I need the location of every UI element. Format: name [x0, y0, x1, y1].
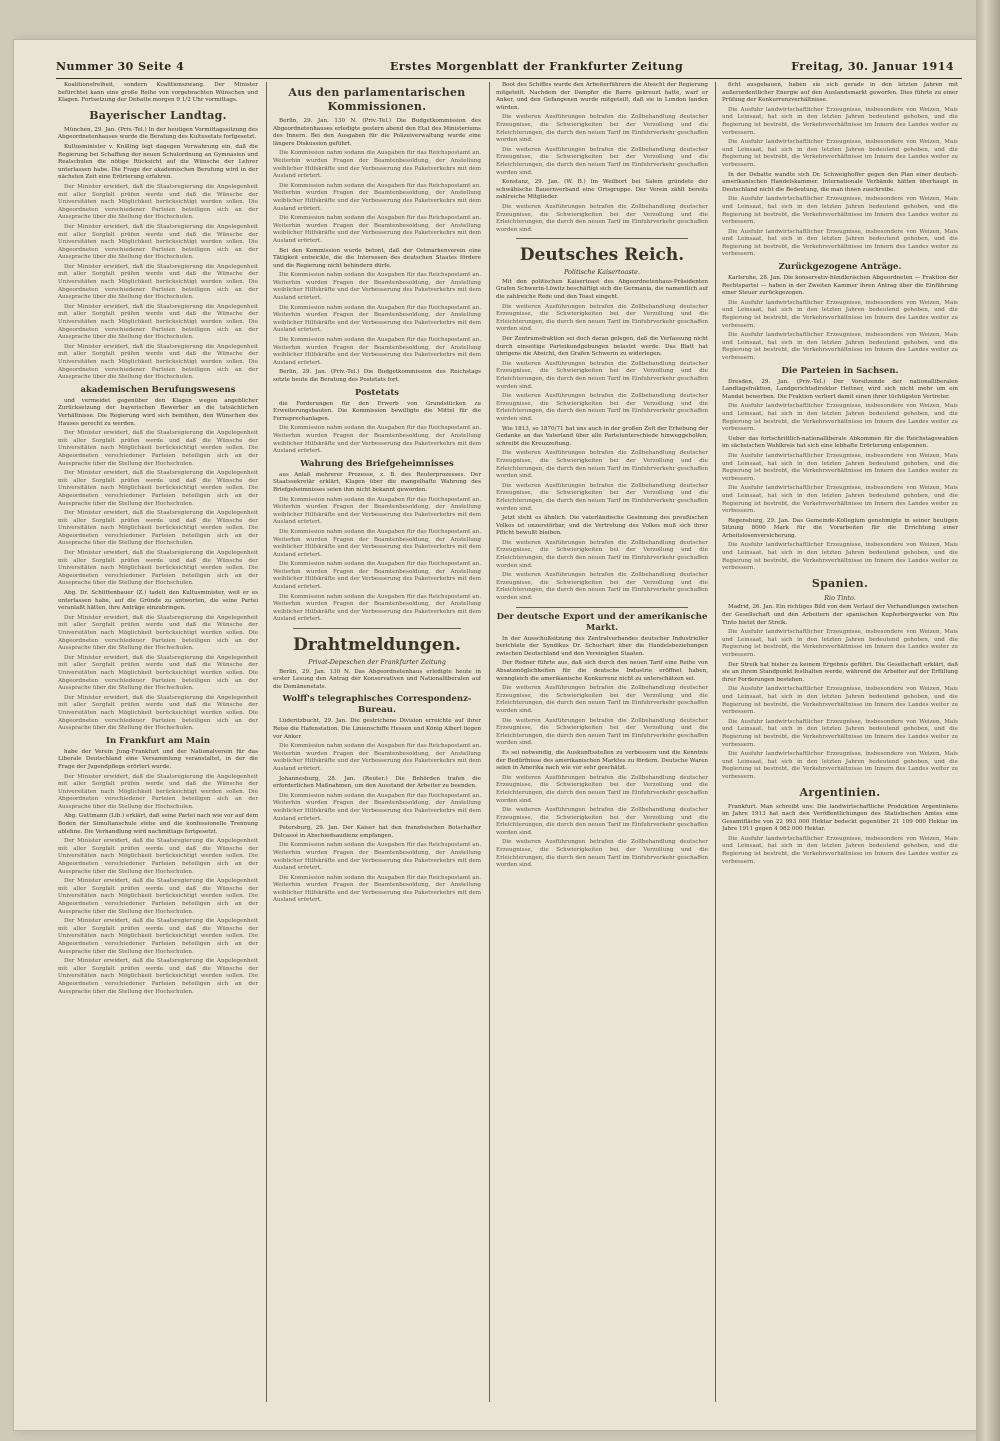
- article-text: Die Ausfuhr landwirtschaftlicher Erzeugnisse, insbesondere von Weizen, Mais und Leinsaat, hat sich in den letzten Jahren bedeutend gehoben, und die Regierung ist bestrebt, die Verkehrsverhältnisse im Innern des Landes weiter zu verbessern.: [722, 299, 958, 329]
- article-text: Der Minister erwidert, daß die Staatsregierung die Angelegenheit mit aller Sorgfalt prüfen werde und daß die Wünsche der Universitäten nach Möglichkeit berücksichtigt werden sollen. Die Abgeordneten verschiedener Parteien beteiligen sich an der Aussprache über die Stellung der Hochschulen.: [58, 550, 258, 587]
- article-text: Die weiteren Ausführungen betrafen die Zollbehandlung deutscher Erzeugnisse, die Schwierigkeiten bei der Verzollung und die Erleichterungen, die durch den neuen Tarif im Einfuhrverkehr geschaffen worden sind.: [496, 717, 708, 747]
- article-text: In der Debatte wandte sich Dr. Schweighoffer gegen den Plan einer deutsch-amerikanischen Handelskammer. Internationale Verbände hätten überhaupt in Deutschland nicht die Bedeutung, die man ihnen zuschreibe.: [722, 171, 958, 193]
- subheading: Wolff's telegraphisches Correspondenz-Bureau.: [282, 694, 472, 716]
- article-text: Die Ausfuhr landwirtschaftlicher Erzeugnisse, insbesondere von Weizen, Mais und Leinsaat, hat sich in den letzten Jahren bedeutend gehoben, und die Regierung ist bestrebt, die Verkehrsverhältnisse im Innern des Landes weiter zu verbessern.: [722, 332, 958, 361]
- article-text: Lüderitzbucht, 29. Jan. Die gestrichene Division erreichte auf ihrer Reise die Hafenstation. Die Linienschiffe Hessen und König Albert liegen vor Anker.: [273, 718, 481, 740]
- article-text: Die Ausfuhr landwirtschaftlicher Erzeugnisse, insbesondere von Weizen, Mais und Leinsaat, hat sich in den letzten Jahren bedeutend gehoben, und die Regierung ist bestrebt, die Verkehrsverhältnisse im Innern des Landes weiter zu verbessern.: [722, 542, 958, 572]
- subheading: Politische Kaisertoaste.: [563, 268, 640, 277]
- article-text: Die Ausfuhr landwirtschaftlicher Erzeugnisse, insbesondere von Weizen, Mais und Leinsaat, hat sich in den letzten Jahren bedeutend gehoben, und die Regierung ist bestrebt, die Verkehrsverhältnisse im Innern des Landes weiter zu verbessern.: [722, 139, 958, 168]
- newspaper-title: Erstes Morgenblatt der Frankfurter Zeitung: [390, 60, 684, 73]
- subheading: Zurückgezogene Anträge.: [778, 262, 902, 273]
- article-text: Der Redner führte aus, daß sich durch den neuen Tarif eine Reihe von Absatzmöglichkeiten für die deutsche Industrie eröffnet haben, wenngleich die amerikanische Konkurrenz nicht zu unterschätzen sei.: [496, 660, 708, 682]
- article-text: Die Ausfuhr landwirtschaftlicher Erzeugnisse, insbesondere von Weizen, Mais und Leinsaat, hat sich in den letzten Jahren bedeutend gehoben, und die Regierung ist bestrebt, die Verkehrsverhältnisse im Innern des Landes weiter zu verbessern.: [722, 106, 958, 136]
- article-text: Die Ausfuhr landwirtschaftlicher Erzeugnisse, insbesondere von Weizen, Mais und Leinsaat, hat sich in den letzten Jahren bedeutend gehoben, und die Regierung ist bestrebt, die Verkehrsverhältnisse im Innern des Landes weiter zu verbessern.: [722, 718, 958, 748]
- article-text: Frankfurt. Man schreibt uns: Die landwirtschaftliche Produktion Argentiniens im Jahre 1913 hat nach den Veröffentlichungen des Statistischen Amtes eine Gesamtfläche von 22 993 000 Hektar bedeckt gegenüber 21 109 000 Hektar im Jahre 1911 gegen 4 982 000 Hektar.: [722, 803, 958, 833]
- article-text: Die Kommission nahm sodann die Ausgaben für das Reichspostamt an. Weiterhin wurden Fragen der Beamtenbesoldung, der Anstellung weiblicher Hilfskräfte und der Verbesserung des Paketverkehrs mit dem Ausland erörtert.: [273, 182, 481, 212]
- article-text: Die Kommission nahm sodann die Ausgaben für das Reichspostamt an. Weiterhin wurden Fragen der Beamtenbesoldung, der Anstellung weiblicher Hilfskräfte und der Verbesserung des Paketverkehrs mit dem Ausland erörtert.: [273, 425, 481, 455]
- article-text: Die Kommission nahm sodann die Ausgaben für das Reichspostamt an. Weiterhin wurden Fragen der Beamtenbesoldung, der Anstellung weiblicher Hilfskräfte und der Verbesserung des Paketverkehrs mit dem Ausland erörtert.: [273, 337, 481, 366]
- article-text: Die weiteren Ausführungen betrafen die Zollbehandlung deutscher Erzeugnisse, die Schwierigkeiten bei der Verzollung und die Erleichterungen, die durch den neuen Tarif im Einfuhrverkehr geschaffen worden sind.: [496, 774, 708, 804]
- article-text: Berlin, 29. Jan. 130 N. Das Abgeordnetenhaus erledigte heute in erster Lesung den Antrag der Konservativen und Nationalliberalen auf die Domänenetats.: [273, 668, 481, 690]
- article-text: Die Ausfuhr landwirtschaftlicher Erzeugnisse, insbesondere von Weizen, Mais und Leinsaat, hat sich in den letzten Jahren bedeutend gehoben, und die Regierung ist bestrebt, die Verkehrsverhältnisse im Innern des Landes weiter zu verbessern.: [722, 835, 958, 865]
- article-text: Die weiteren Ausführungen betrafen die Zollbehandlung deutscher Erzeugnisse, die Schwierigkeiten bei der Verzollung und die Erleichterungen, die durch den neuen Tarif im Einfuhrverkehr geschaffen worden sind.: [496, 146, 708, 176]
- article-text: Der Minister erwidert, daß die Staatsregierung die Angelegenheit mit aller Sorgfalt prüfen werde und daß die Wünsche der Universitäten nach Möglichkeit berücksichtigt werden sollen. Die Abgeordneten verschiedener Parteien beteiligen sich an der Aussprache über die Stellung der Hochschulen.: [58, 918, 258, 955]
- article-text: Die Kommission nahm sodann die Ausgaben für das Reichspostamt an. Weiterhin wurden Fragen der Beamtenbesoldung, der Anstellung weiblicher Hilfskräfte und der Verbesserung des Paketverkehrs mit dem Ausland erörtert.: [273, 743, 481, 772]
- article-text: Die Kommission nahm sodann die Ausgaben für das Reichspostamt an. Weiterhin wurden Fragen der Beamtenbesoldung, der Anstellung weiblicher Hilfskräfte und der Verbesserung des Paketverkehrs mit dem Ausland erörtert.: [273, 272, 481, 302]
- subheading: Privat-Depeschen der Frankfurter Zeitung: [308, 658, 446, 667]
- article-text: Der Minister erwidert, daß die Staatsregierung die Angelegenheit mit aller Sorgfalt prüfen werde und daß die Wünsche der Universitäten nach Möglichkeit berücksichtigt werden sollen. Die Abgeordneten verschiedener Parteien beteiligen sich an der Aussprache über die Stellung der Hochschulen.: [58, 263, 258, 301]
- article-text: Die Ausfuhr landwirtschaftlicher Erzeugnisse, insbesondere von Weizen, Mais und Leinsaat, hat sich in den letzten Jahren bedeutend gehoben, und die Regierung ist bestrebt, die Verkehrsverhältnisse im Innern des Landes weiter zu verbessern.: [722, 196, 958, 226]
- article-text: Boot des Schiffes wurde den Arbeiterführern die Absicht der Regierung mitgeteilt. Nachdem der Dampfer die Barre gekreuzt hatte, warf er Anker, und den Gefangenen wurde mitgeteilt, daß sie in London landen würden.: [496, 82, 708, 111]
- article-text: Die weiteren Ausführungen betrafen die Zollbehandlung deutscher Erzeugnisse, die Schwierigkeiten bei der Verzollung und die Erleichterungen, die durch den neuen Tarif im Einfuhrverkehr geschaffen worden sind.: [496, 482, 708, 512]
- article-text: Die weiteren Ausführungen betrafen die Zollbehandlung deutscher Erzeugnisse, die Schwierigkeiten bei der Verzollung und die Erleichterungen, die durch den neuen Tarif im Einfuhrverkehr geschaffen worden sind.: [496, 203, 708, 233]
- section-heading: Argentinien.: [799, 785, 881, 799]
- article-text: Der Minister erwidert, daß die Staatsregierung die Angelegenheit mit aller Sorgfalt prüfen werde und daß die Wünsche der Universitäten nach Möglichkeit berücksichtigt werden sollen. Die Abgeordneten verschiedener Parteien beteiligen sich an der Aussprache über die Stellung der Hochschulen.: [58, 773, 258, 810]
- separator: [293, 628, 461, 629]
- article-text: Die weiteren Ausführungen betrafen die Zollbehandlung deutscher Erzeugnisse, die Schwierigkeiten bei der Verzollung und die Erleichterungen, die durch den neuen Tarif im Einfuhrverkehr geschaffen worden sind.: [496, 685, 708, 714]
- article-text: Jetzt steht es ähnlich. Die vaterländische Gesinnung des preußischen Volkes ist unzerstörbar, und die Vertretung des Volkes muß sich ihrer Pflicht bewußt bleiben.: [496, 515, 708, 537]
- subheading: Rio Tinto.: [824, 593, 856, 602]
- article-text: Die Kommission nahm sodann die Ausgaben für das Reichspostamt an. Weiterhin wurden Fragen der Beamtenbesoldung, der Anstellung weiblicher Hilfskräfte und der Verbesserung des Paketverkehrs mit dem Ausland erörtert.: [273, 496, 481, 526]
- article-text: Der Zentrumsfraktion sei doch daran gelegen, daß die Verfassung nicht durch einseitige Parteikundgebungen belastet werde. Das Blatt hat übrigens die Absicht, den Grafen Schwerin zu widerlegen.: [496, 336, 708, 358]
- article-text: Kultusminister v. Knilling legt dagegen Verwahrung ein, daß die Regierung bei Schaffung der neuen Schulordnung an Gymnasien und Realschulen die nötige Rücksicht auf die Wünsche der Lehrer unterlassen habe. Die Frage der akademischen Berufung wird in der nächsten Zeit eine Erörterung erfahren.: [58, 143, 258, 181]
- article-text: Dresden, 29. Jan. (Priv.-Tel.) Der Vorsitzende der nationalliberalen Landtagsfraktion, Landgerichtsdirektor Hettner, wird sich nicht mehr um ein Mandat bewerben. Die Fraktion verliert damit einen ihrer tüchtigsten Vertreter.: [722, 378, 958, 400]
- column-divider: [266, 82, 267, 1402]
- article-text: Der Minister erwidert, daß die Staatsregierung die Angelegenheit mit aller Sorgfalt prüfen werde und daß die Wünsche der Universitäten nach Möglichkeit berücksichtigt werden sollen. Die Abgeordneten verschiedener Parteien beteiligen sich an der Aussprache über die Stellung der Hochschulen.: [58, 694, 258, 732]
- section-heading: Bayerischer Landtag.: [89, 108, 227, 122]
- article-text: Konstanz, 29. Jan. (W. B.) Im Weilbort bei Salem gründete der schwäbische Bauernverband eine Ortsgruppe. Der Verein zählt bereits zahlreiche Mitglieder.: [496, 179, 708, 201]
- article-text: Abg. Guttmann (Lib.) erklärt, daß seine Partei nach wie vor auf dem Boden der Simultanschule stehe und die konfessionelle Trennung ablehne. Die Verhandlung wird nachmittags fortgesetzt.: [58, 813, 258, 835]
- article-text: Berlin, 29. Jan. 130 N. (Priv.-Tel.) Die Budgetkommission des Abgeordnetenhauses erledigte gestern abend den Etat des Ministeriums des Innern. Bei den Ausgaben für die Polizeiverwaltung wurde eine längere Diskussion geführt.: [273, 118, 481, 147]
- article-text: Der Minister erwidert, daß die Staatsregierung die Angelegenheit mit aller Sorgfalt prüfen werde und daß die Wünsche der Universitäten nach Möglichkeit berücksichtigt werden sollen. Die Abgeordneten verschiedener Parteien beteiligen sich an der Aussprache über die Stellung der Hochschulen.: [58, 958, 258, 995]
- article-text: Die Ausfuhr landwirtschaftlicher Erzeugnisse, insbesondere von Weizen, Mais und Leinsaat, hat sich in den letzten Jahren bedeutend gehoben, und die Regierung ist bestrebt, die Verkehrsverhältnisse im Innern des Landes weiter zu verbessern.: [722, 751, 958, 780]
- article-text: Der Minister erwidert, daß die Staatsregierung die Angelegenheit mit aller Sorgfalt prüfen werde und daß die Wünsche der Universitäten nach Möglichkeit berücksichtigt werden sollen. Die Abgeordneten verschiedener Parteien beteiligen sich an der Aussprache über die Stellung der Hochschulen.: [58, 470, 258, 507]
- article-text: ficht ausgebauen, haben sie sich gerade in den letzten Jahren mit außerordentlicher Energie auf den Auslandsmarkt geworfen. Dies führte zu einer Prüfung der Konkurrenzverhältnisse.: [722, 82, 958, 104]
- subheading: Postetats: [354, 387, 400, 398]
- article-text: Madrid, 26. Jan. Ein richtiges Bild von dem Verlauf der Verhandlungen zwischen der Gesellschaft und den Arbeitern der spanischen Kupferbergwerke von Rio Tinto bietet der Streik.: [722, 604, 958, 626]
- column-2: [273, 82, 481, 1422]
- article-text: Der Minister erwidert, daß die Staatsregierung die Angelegenheit mit aller Sorgfalt prüfen werde und daß die Wünsche der Universitäten nach Möglichkeit berücksichtigt werden sollen. Die Abgeordneten verschiedener Parteien beteiligen sich an der Aussprache über die Stellung der Hochschulen.: [58, 303, 258, 341]
- article-text: Der Minister erwidert, daß die Staatsregierung die Angelegenheit mit aller Sorgfalt prüfen werde und daß die Wünsche der Universitäten nach Möglichkeit berücksichtigt werden sollen. Die Abgeordneten verschiedener Parteien beteiligen sich an der Aussprache über die Stellung der Hochschulen.: [58, 878, 258, 915]
- article-text: Die Kommission nahm sodann die Ausgaben für das Reichspostamt an. Weiterhin wurden Fragen der Beamtenbesoldung, der Anstellung weiblicher Hilfskräfte und der Verbesserung des Paketverkehrs mit dem Ausland erörtert.: [273, 561, 481, 591]
- article-text: Abg. Dr. Schlittenbauer (Z.) tadelt den Kultusminister, weil er es unterlassen habe, auf die Gründe zu antworten, die seine Partei veranlaßt hätten, ihre Anträge einzubringen.: [58, 590, 258, 612]
- article-text: Die weiteren Ausführungen betrafen die Zollbehandlung deutscher Erzeugnisse, die Schwierigkeiten bei der Verzollung und die Erleichterungen, die durch den neuen Tarif im Einfuhrverkehr geschaffen worden sind.: [496, 839, 708, 869]
- subheading: Die Parteien in Sachsen.: [781, 365, 899, 376]
- article-text: Die Ausfuhr landwirtschaftlicher Erzeugnisse, insbesondere von Weizen, Mais und Leinsaat, hat sich in den letzten Jahren bedeutend gehoben, und die Regierung ist bestrebt, die Verkehrsverhältnisse im Innern des Landes weiter zu verbessern.: [722, 485, 958, 515]
- article-text: München, 29. Jan. (Priv.-Tel.) In der heutigen Vormittagssitzung des Abgeordnetenhauses wurde die Beratung des Kultusetats fortgesetzt.: [58, 126, 258, 141]
- article-text: Der Minister erwidert, daß die Staatsregierung die Angelegenheit mit aller Sorgfalt prüfen werde und daß die Wünsche der Universitäten nach Möglichkeit berücksichtigt werden sollen. Die Abgeordneten verschiedener Parteien beteiligen sich an der Aussprache über die Stellung der Hochschulen.: [58, 430, 258, 467]
- subheading: In Frankfurt am Main: [105, 735, 211, 746]
- article-text: Die weiteren Ausführungen betrafen die Zollbehandlung deutscher Erzeugnisse, die Schwierigkeiten bei der Verzollung und die Erleichterungen, die durch den neuen Tarif im Einfuhrverkehr geschaffen worden sind.: [496, 572, 708, 602]
- section-heading: Spanien.: [811, 576, 869, 590]
- article-text: Ueber das fortschrittlich-nationalliberale Abkommen für die Reichstagswahlen im sächsischen Wahlkreis hat sich eine lebhafte Erörterung entsponnen.: [722, 435, 958, 450]
- article-text: Die Kommission nahm sodann die Ausgaben für das Reichspostamt an. Weiterhin wurden Fragen der Beamtenbesoldung, der Anstellung weiblicher Hilfskräfte und der Verbesserung des Paketverkehrs mit dem Ausland erörtert.: [273, 842, 481, 872]
- article-text: Die Ausfuhr landwirtschaftlicher Erzeugnisse, insbesondere von Weizen, Mais und Leinsaat, hat sich in den letzten Jahren bedeutend gehoben, und die Regierung ist bestrebt, die Verkehrsverhältnisse im Innern des Landes weiter zu verbessern.: [722, 686, 958, 716]
- article-text: Die Kommission nahm sodann die Ausgaben für das Reichspostamt an. Weiterhin wurden Fragen der Beamtenbesoldung, der Anstellung weiblicher Hilfskräfte und der Verbesserung des Paketverkehrs mit dem Ausland erörtert.: [273, 874, 481, 904]
- article-text: Koalitionsfreiheit, sondern Koalitionszwang. Der Minister befürchtet kann eine große Reihe von vorgebrachten Wünschen und Klagen. Fortsetzung der Debatte morgen 9 1/2 Uhr vormittags.: [58, 82, 258, 104]
- article-text: Karlsruhe, 28. Jan. Die konservativ-bündlerischen Abgeordneten — Fraktion der Rechtspartei — haben in der Zweiten Kammer ihren Antrag über die Einführung einer Steuer zurückgezogen.: [722, 275, 958, 297]
- article-text: Die Kommission nahm sodann die Ausgaben für das Reichspostamt an. Weiterhin wurden Fragen der Beamtenbesoldung, der Anstellung weiblicher Hilfskräfte und der Verbesserung des Paketverkehrs mit dem Ausland erörtert.: [273, 304, 481, 334]
- article-text: Die weiteren Ausführungen betrafen die Zollbehandlung deutscher Erzeugnisse, die Schwierigkeiten bei der Verzollung und die Erleichterungen, die durch den neuen Tarif im Einfuhrverkehr geschaffen worden sind.: [496, 114, 708, 144]
- article-text: Die weiteren Ausführungen betrafen die Zollbehandlung deutscher Erzeugnisse, die Schwierigkeiten bei der Verzollung und die Erleichterungen, die durch den neuen Tarif im Einfuhrverkehr geschaffen worden sind.: [496, 393, 708, 422]
- page-fold: [976, 0, 1000, 1441]
- article-text: Der Minister erwidert, daß die Staatsregierung die Angelegenheit mit aller Sorgfalt prüfen werde und daß die Wünsche der Universitäten nach Möglichkeit berücksichtigt werden sollen. Die Abgeordneten verschiedener Parteien beteiligen sich an der Aussprache über die Stellung der Hochschulen.: [58, 510, 258, 547]
- article-text: Petersburg, 29. Jan. Der Kaiser hat den französischen Botschafter Delcassé in Abschiedsaudienz empfangen.: [273, 825, 481, 839]
- article-text: und vermeidet gegenüber den Klagen wegen angeblicher Zurücksetzung der bayerischen Bewerber an die tatsächlichen Verhältnisse. Die Regierung wird sich bemühen, den Wünschen des Hauses gerecht zu werden.: [58, 397, 258, 427]
- section-heading-large: Deutsches Reich.: [519, 245, 685, 266]
- article-text: Johannesburg, 28. Jan. (Reuter.) Die Behörden trafen die erforderlichen Maßnahmen, um den Ausstand der Arbeiter zu beenden.: [273, 775, 481, 790]
- article-text: Der Streik hat bisher zu keinem Ergebnis geführt. Die Gesellschaft erklärt, daß sie an ihrem Standpunkt festhalten werde, während die Arbeiter auf der Erfüllung ihrer Forderungen bestehen.: [722, 661, 958, 683]
- article-text: Regensburg, 29. Jan. Das Gemeinde-Kollegium genehmigte in seiner heutigen Sitzung 8000 Mark für die Vorarbeiten für die Errichtung einer Arbeitslosenversicherung.: [722, 517, 958, 539]
- article-text: Die Kommission nahm sodann die Ausgaben für das Reichspostamt an. Weiterhin wurden Fragen der Beamtenbesoldung, der Anstellung weiblicher Hilfskräfte und der Verbesserung des Paketverkehrs mit dem Ausland erörtert.: [273, 593, 481, 623]
- article-text: Die weiteren Ausführungen betrafen die Zollbehandlung deutscher Erzeugnisse, die Schwierigkeiten bei der Verzollung und die Erleichterungen, die durch den neuen Tarif im Einfuhrverkehr geschaffen worden sind.: [496, 450, 708, 480]
- article-text: Die weiteren Ausführungen betrafen die Zollbehandlung deutscher Erzeugnisse, die Schwierigkeiten bei der Verzollung und die Erleichterungen, die durch den neuen Tarif im Einfuhrverkehr geschaffen worden sind.: [496, 303, 708, 333]
- header-rule: [56, 78, 962, 79]
- article-text: Der Minister erwidert, daß die Staatsregierung die Angelegenheit mit aller Sorgfalt prüfen werde und daß die Wünsche der Universitäten nach Möglichkeit berücksichtigt werden sollen. Die Abgeordneten verschiedener Parteien beteiligen sich an der Aussprache über die Stellung der Hochschulen.: [58, 343, 258, 381]
- article-text: Die weiteren Ausführungen betrafen die Zollbehandlung deutscher Erzeugnisse, die Schwierigkeiten bei der Verzollung und die Erleichterungen, die durch den neuen Tarif im Einfuhrverkehr geschaffen worden sind.: [496, 360, 708, 390]
- article-text: aus Anlaß mehrerer Prozesse, z. B. des Reuterprozesses. Der Staatssekretär erklärt, Klagen über die mangelhafte Wahrung des Briefgeheimnisses seien ihm nicht bekannt geworden.: [273, 471, 481, 493]
- section-heading: Aus den parlamentarischen Kommissionen.: [288, 86, 466, 113]
- article-text: Der Minister erwidert, daß die Staatsregierung die Angelegenheit mit aller Sorgfalt prüfen werde und daß die Wünsche der Universitäten nach Möglichkeit berücksichtigt werden sollen. Die Abgeordneten verschiedener Parteien beteiligen sich an der Aussprache über die Stellung der Hochschulen.: [58, 614, 258, 652]
- article-text: Die Ausfuhr landwirtschaftlicher Erzeugnisse, insbesondere von Weizen, Mais und Leinsaat, hat sich in den letzten Jahren bedeutend gehoben, und die Regierung ist bestrebt, die Verkehrsverhältnisse im Innern des Landes weiter zu verbessern.: [722, 403, 958, 433]
- article-text: Mit den politischen Kaisertoast des Abgeordnetenhaus-Präsidenten Grafen Schwerin-Löwitz beschäftigt sich die Germania, die namentlich auf die zahlreiche Rede und den Toast eingeht.: [496, 278, 708, 301]
- article-text: Der Minister erwidert, daß die Staatsregierung die Angelegenheit mit aller Sorgfalt prüfen werde und daß die Wünsche der Universitäten nach Möglichkeit berücksichtigt werden sollen. Die Abgeordneten verschiedener Parteien beteiligen sich an der Aussprache über die Stellung der Hochschulen.: [58, 183, 258, 221]
- article-text: Die Kommission nahm sodann die Ausgaben für das Reichspostamt an. Weiterhin wurden Fragen der Beamtenbesoldung, der Anstellung weiblicher Hilfskräfte und der Verbesserung des Paketverkehrs mit dem Ausland erörtert.: [273, 150, 481, 180]
- article-text: Die weiteren Ausführungen betrafen die Zollbehandlung deutscher Erzeugnisse, die Schwierigkeiten bei der Verzollung und die Erleichterungen, die durch den neuen Tarif im Einfuhrverkehr geschaffen worden sind.: [496, 807, 708, 836]
- article-text: Es sei notwendig, die Auskunftsstellen zu verbessern und die Kenntnis der Bedürfnisse des amerikanischen Marktes zu fördern. Deutsche Waren seien in Amerika nach wie vor sehr geschätzt.: [496, 749, 708, 772]
- column-4: [722, 82, 958, 1422]
- article-text: Der Minister erwidert, daß die Staatsregierung die Angelegenheit mit aller Sorgfalt prüfen werde und daß die Wünsche der Universitäten nach Möglichkeit berücksichtigt werden sollen. Die Abgeordneten verschiedener Parteien beteiligen sich an der Aussprache über die Stellung der Hochschulen.: [58, 654, 258, 692]
- article-text: In der Ausschußsitzung des Zentralverbandes deutscher Industrieller berichtete der Syndikus Dr. Schuchart über die Handelsbeziehungen zwischen Deutschland und den Vereinigten Staaten.: [496, 635, 708, 657]
- subheading: akademischen Berufungswesens: [80, 384, 236, 395]
- separator: [516, 238, 688, 239]
- article-text: Wie 1813, so 1870/71 hat uns auch in der großen Zeit der Erhebung der Gedanke an das Vaterland über alle Parteiunterschiede hinweggeholfen, schreibt die Kreuzzeitung.: [496, 425, 708, 447]
- subheading: Der deutsche Export und der amerikanische Markt.: [496, 611, 708, 633]
- article-text: Die Kommission nahm sodann die Ausgaben für das Reichspostamt an. Weiterhin wurden Fragen der Beamtenbesoldung, der Anstellung weiblicher Hilfskräfte und der Verbesserung des Paketverkehrs mit dem Ausland erörtert.: [273, 215, 481, 244]
- article-text: die Forderungen für den Erwerb von Grundstücken zu Erweiterungsbauten. Die Kommission bewilligte die Mittel für die Fernsprechanlagen.: [273, 400, 481, 422]
- subheading: Wahrung des Briefgeheimnisses: [300, 458, 454, 469]
- article-text: Die Kommission nahm sodann die Ausgaben für das Reichspostamt an. Weiterhin wurden Fragen der Beamtenbesoldung, der Anstellung weiblicher Hilfskräfte und der Verbesserung des Paketverkehrs mit dem Ausland erörtert.: [273, 528, 481, 558]
- article-text: habe der Verein Jung-Frankfurt und der Nationalverein für das Liberale Deutschland eine Versammlung veranstaltet, in der die Frage der Jugendpflege erörtert wurde.: [58, 748, 258, 770]
- article-text: Berlin, 29. Jan. (Priv.-Tel.) Die Budgetkommission des Reichstags setzte heute die Beratung des Postetats fort.: [273, 369, 481, 383]
- column-divider: [715, 82, 716, 1402]
- separator: [516, 607, 688, 608]
- article-text: Die Kommission nahm sodann die Ausgaben für das Reichspostamt an. Weiterhin wurden Fragen der Beamtenbesoldung, der Anstellung weiblicher Hilfskräfte und der Verbesserung des Paketverkehrs mit dem Ausland erörtert.: [273, 792, 481, 822]
- issue-date: Freitag, 30. Januar 1914: [791, 60, 954, 73]
- article-text: Der Minister erwidert, daß die Staatsregierung die Angelegenheit mit aller Sorgfalt prüfen werde und daß die Wünsche der Universitäten nach Möglichkeit berücksichtigt werden sollen. Die Abgeordneten verschiedener Parteien beteiligen sich an der Aussprache über die Stellung der Hochschulen.: [58, 838, 258, 875]
- section-heading-large: Drahtmeldungen.: [293, 635, 461, 656]
- column-divider: [489, 82, 490, 1402]
- article-text: Der Minister erwidert, daß die Staatsregierung die Angelegenheit mit aller Sorgfalt prüfen werde und daß die Wünsche der Universitäten nach Möglichkeit berücksichtigt werden sollen. Die Abgeordneten verschiedener Parteien beteiligen sich an der Aussprache über die Stellung der Hochschulen.: [58, 223, 258, 261]
- article-text: Die Ausfuhr landwirtschaftlicher Erzeugnisse, insbesondere von Weizen, Mais und Leinsaat, hat sich in den letzten Jahren bedeutend gehoben, und die Regierung ist bestrebt, die Verkehrsverhältnisse im Innern des Landes weiter zu verbessern.: [722, 629, 958, 658]
- article-text: Bei den Kommission wurde betont, daß der Ostmarkenverein eine Tätigkeit entwickle, die die Interessen des deutschen Staates fördere und die Regierung nicht behindern dürfe.: [273, 247, 481, 269]
- article-text: Die Ausfuhr landwirtschaftlicher Erzeugnisse, insbesondere von Weizen, Mais und Leinsaat, hat sich in den letzten Jahren bedeutend gehoben, und die Regierung ist bestrebt, die Verkehrsverhältnisse im Innern des Landes weiter zu verbessern.: [722, 452, 958, 482]
- page-header: [50, 60, 962, 80]
- article-text: Die weiteren Ausführungen betrafen die Zollbehandlung deutscher Erzeugnisse, die Schwierigkeiten bei der Verzollung und die Erleichterungen, die durch den neuen Tarif im Einfuhrverkehr geschaffen worden sind.: [496, 539, 708, 569]
- column-3: [496, 82, 708, 1422]
- column-1: [58, 82, 258, 1422]
- issue-number: Nummer 30 Seite 4: [56, 60, 185, 73]
- article-text: Die Ausfuhr landwirtschaftlicher Erzeugnisse, insbesondere von Weizen, Mais und Leinsaat, hat sich in den letzten Jahren bedeutend gehoben, und die Regierung ist bestrebt, die Verkehrsverhältnisse im Innern des Landes weiter zu verbessern.: [722, 228, 958, 258]
